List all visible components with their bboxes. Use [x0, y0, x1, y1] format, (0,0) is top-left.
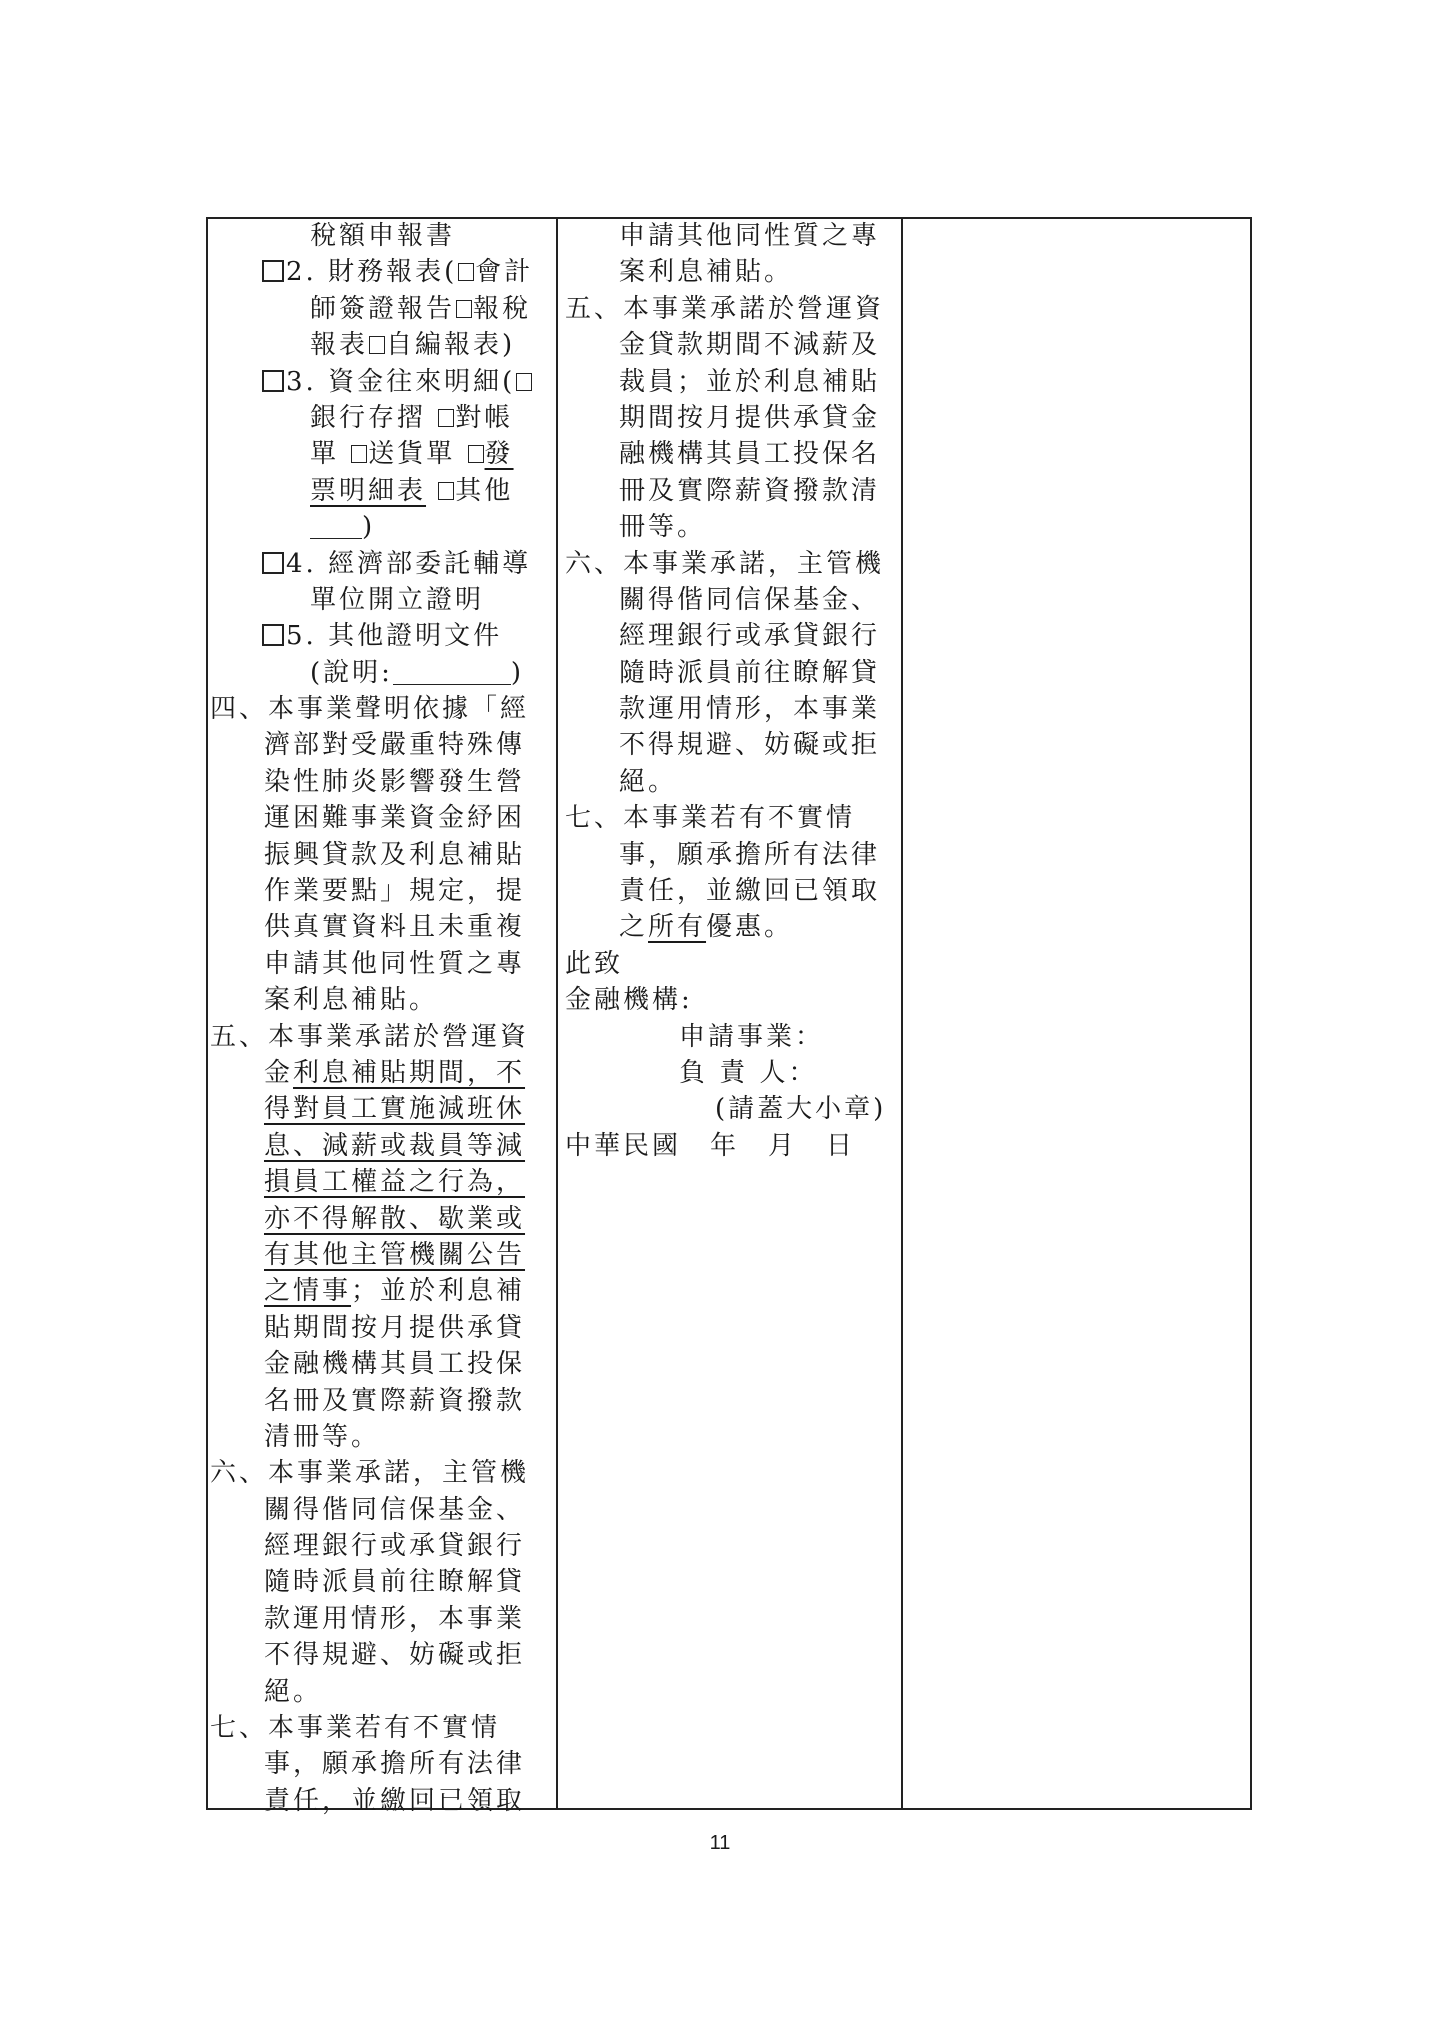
text-line: 關得偕同信保基金、: [619, 584, 881, 615]
text-line: 得對員工實施減班休: [264, 1094, 526, 1125]
text-line: 申請其他同性質之專: [264, 948, 526, 979]
attachment-2-line: 2. 財務報表( 會計: [210, 254, 556, 290]
text-line: 振興貸款及利息補貼: [264, 839, 526, 870]
text-line: 經理銀行或承貸銀行: [619, 621, 881, 652]
clause-5: 五、本事業承諾於營運資: [565, 293, 885, 324]
checkbox-moea-certificate[interactable]: [262, 552, 284, 574]
text-line: 清冊等。: [264, 1421, 381, 1452]
text-line: 銀行存摺 對帳: [310, 402, 514, 433]
text-line: 申請其他同性質之專: [619, 221, 881, 251]
checkbox-financial-statements[interactable]: [262, 260, 284, 282]
text-line: 供真實資料且未重複: [264, 912, 526, 943]
text-line: 報表 自編報表): [310, 330, 516, 361]
applicant-label: 申請事業：: [679, 1021, 825, 1052]
text-line: 染性肺炎影響發生營: [264, 766, 526, 797]
text-line: 隨時派員前往瞭解貸: [619, 657, 881, 688]
checkbox-delivery-note[interactable]: [351, 445, 367, 463]
text-line: 亦不得解散、歇業或: [264, 1203, 526, 1234]
checkbox-invoice-details[interactable]: [468, 445, 484, 463]
text-line: 絕。: [619, 766, 678, 797]
table-right-border: [1250, 217, 1252, 1810]
text-line: 事，願承擔所有法律: [264, 1749, 526, 1780]
text-line: 絕。: [264, 1676, 323, 1707]
text-line: 事，願承擔所有法律: [619, 839, 881, 870]
text-line: 師簽證報告 報稅: [310, 293, 532, 324]
checkbox-bank-passbook[interactable]: [516, 373, 532, 391]
text-line: 之情事；並於利息補: [264, 1276, 526, 1307]
text-line: 裁員；並於利息補貼: [619, 366, 881, 397]
text-line: 作業要點」規定，提: [264, 876, 526, 907]
attachment-4-line: 4. 經濟部委託輔導: [210, 546, 556, 582]
middle-column: [565, 218, 900, 1164]
other-blank[interactable]: [310, 516, 362, 539]
text-line: 隨時派員前往瞭解貸: [264, 1567, 526, 1598]
column-divider-1: [556, 217, 558, 1810]
text-line: 濟部對受嚴重特殊傳: [264, 730, 526, 761]
text-line: 損員工權益之行為，: [264, 1167, 526, 1198]
left-column: [210, 218, 556, 1819]
text-line: (說明: ): [310, 657, 525, 688]
text-line: 款運用情形，本事業: [264, 1603, 526, 1634]
checkbox-fund-transactions[interactable]: [262, 370, 284, 392]
table-left-border: [206, 217, 208, 1810]
text-line: 關得偕同信保基金、: [264, 1494, 526, 1525]
column-divider-2: [901, 217, 903, 1810]
seal-note: (請蓋大小章): [715, 1094, 887, 1125]
text-line: ): [210, 509, 556, 545]
checkbox-tax-return-statement[interactable]: [456, 300, 472, 318]
text-line: 金貸款期間不減薪及: [619, 330, 881, 361]
text-line: 經理銀行或承貸銀行: [264, 1531, 526, 1562]
text-line: 貼期間按月提供承貸: [264, 1312, 526, 1343]
checkbox-other-documents[interactable]: [262, 624, 284, 646]
clause-7: 七、本事業若有不實情: [210, 1713, 501, 1744]
text-line: 金融機構其員工投保: [264, 1349, 526, 1380]
recipient-label: 金融機構:: [565, 985, 693, 1016]
date-line: 中華民國 年 月 日: [565, 1130, 856, 1161]
text-line: 之所有優惠。: [619, 912, 794, 943]
text-line: 單位開立證明: [310, 584, 485, 615]
text-line: 稅額申報書: [310, 221, 456, 251]
text-line: 不得規避、妨礙或拒: [264, 1640, 526, 1671]
attachment-5-line: 5. 其他證明文件: [210, 618, 556, 654]
text-line: 責任，並繳回已領取: [264, 1785, 526, 1816]
text-line: 責任，並繳回已領取: [619, 876, 881, 907]
text-line: 息、減薪或裁員等減: [264, 1130, 526, 1161]
text-line: 單 送貨單 發: [310, 439, 514, 470]
page-number: 11: [709, 1832, 731, 1854]
text-line: 融機構其員工投保名: [619, 439, 881, 470]
text-line: 期間按月提供承貸金: [619, 402, 881, 433]
text-line: 冊等。: [619, 512, 707, 543]
text-line: 冊及實際薪資撥款清: [619, 475, 881, 506]
clause-7: 七、本事業若有不實情: [565, 803, 856, 834]
checkbox-audited-report[interactable]: [458, 263, 474, 281]
text-line: 運困難事業資金紓困: [264, 803, 526, 834]
text-line: 款運用情形，本事業: [619, 694, 881, 725]
text-line: 案利息補貼。: [264, 985, 439, 1016]
text-line: 案利息補貼。: [619, 257, 794, 288]
attachment-3-line: 3. 資金往來明細(: [210, 364, 556, 400]
responsible-person-label: 負 責 人：: [679, 1057, 818, 1088]
salutation: 此致: [565, 948, 624, 979]
clause-6: 六、本事業承諾，主管機: [565, 548, 885, 579]
checkbox-other[interactable]: [438, 482, 454, 500]
clause-6: 六、本事業承諾，主管機: [210, 1458, 530, 1489]
checkbox-statement-of-account[interactable]: [438, 409, 454, 427]
clause-4: 四、本事業聲明依據「經: [210, 694, 530, 725]
text-line: 不得規避、妨礙或拒: [619, 730, 881, 761]
clause-5: 五、本事業承諾於營運資: [210, 1021, 530, 1052]
text-line: 金利息補貼期間，不: [264, 1057, 526, 1088]
text-line: 名冊及實際薪資撥款: [264, 1385, 526, 1416]
explanation-blank[interactable]: [393, 662, 511, 685]
text-line: 票明細表 其他: [310, 475, 514, 506]
checkbox-self-prepared-statement[interactable]: [369, 336, 385, 354]
text-line: 有其他主管機關公告: [264, 1239, 526, 1270]
